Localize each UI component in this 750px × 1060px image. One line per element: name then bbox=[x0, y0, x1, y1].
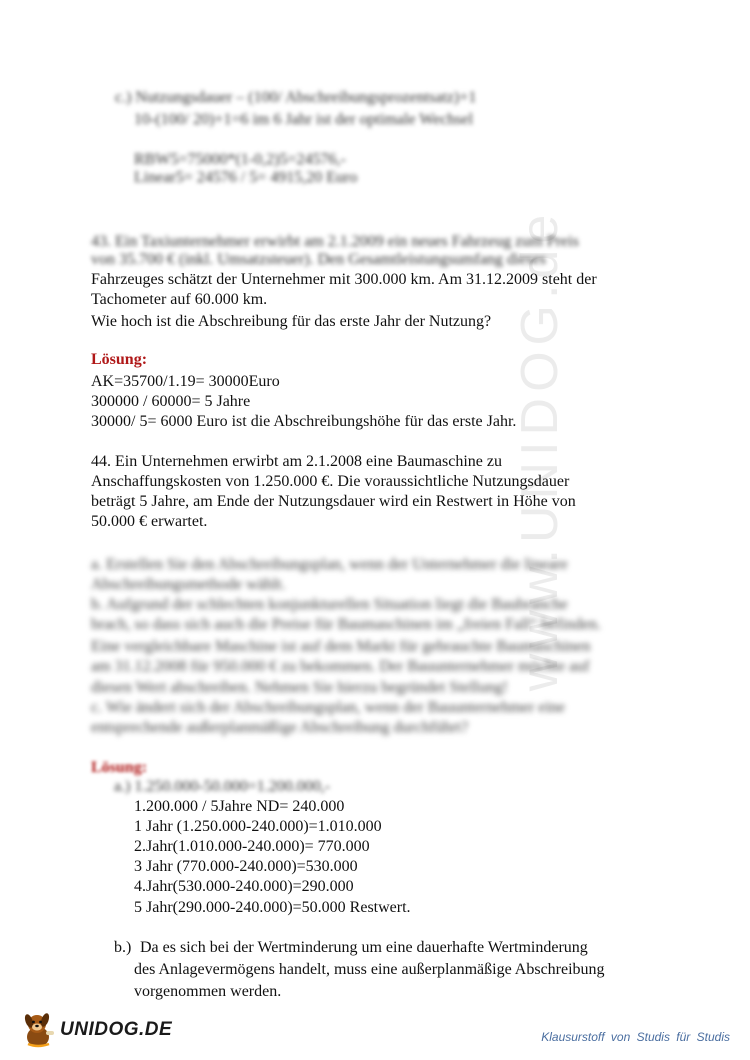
solution-heading: Lösung: bbox=[91, 351, 148, 368]
blurred-text-line: von 35.700 € (inkl. Umsatzsteuer). Den Gesamtleistungsumfang dieses bbox=[91, 251, 547, 268]
task-43-text: Fahrzeuges schätzt der Unternehmer mit 300.000 km. Am 31.12.2009 steht der bbox=[91, 271, 597, 288]
watermark: www.UNIDOG.de bbox=[511, 208, 569, 692]
footer-slogan: Klausurstoff von Studis für Studis bbox=[541, 1030, 730, 1044]
solution-line: 5 Jahr(290.000-240.000)=50.000 Restwert. bbox=[134, 899, 411, 916]
task-43-question: Wie hoch ist die Abschreibung für das erste Jahr der Nutzung? bbox=[91, 313, 492, 330]
solution-line: vorgenommen werden. bbox=[134, 983, 282, 1000]
solution-line: des Anlagevermögens handelt, muss eine außerplanmäßige Abschreibung bbox=[134, 961, 605, 978]
task-43-text: Tachometer auf 60.000 km. bbox=[91, 291, 268, 308]
blurred-text-line: Eine vergleichbare Maschine ist auf dem Markt für gebrauchte Baumaschinen bbox=[91, 638, 591, 655]
blurred-text-line: entsprechende außerplanmäßige Abschreibung durchführt? bbox=[91, 719, 469, 736]
solution-line: 4.Jahr(530.000-240.000)=290.000 bbox=[134, 878, 354, 895]
unidog-logo bbox=[22, 1010, 172, 1050]
solution-line: 2.Jahr(1.010.000-240.000)= 770.000 bbox=[134, 838, 370, 855]
blurred-text-line: Abschreibungsmethode wählt. bbox=[91, 576, 286, 593]
blurred-text-line: 43. Ein Taxiunternehmer erwirbt am 2.1.2009 ein neues Fahrzeug zum Preis bbox=[91, 233, 579, 250]
blurred-text-line: diesen Wert abschreiben. Nehmen Sie hierzu begründet Stellung! bbox=[91, 679, 508, 696]
logo-text: UNIDOG.DE bbox=[60, 1019, 173, 1040]
solution-line: 3 Jahr (770.000-240.000)=530.000 bbox=[134, 858, 358, 875]
blurred-text-line: a.) 1.250.000-50.000=1.200.000,- bbox=[114, 778, 331, 795]
blurred-text-line: 10-(100/ 20)+1=6 im 6 Jahr ist der optimale Wechsel bbox=[134, 111, 474, 128]
solution-line: 300000 / 60000= 5 Jahre bbox=[91, 393, 251, 410]
solution-b-label: b.) bbox=[114, 939, 132, 956]
blurred-text-line: c. Wie ändert sich der Abschreibungsplan, wenn der Bauunternehmer eine bbox=[91, 699, 566, 716]
task-44-text: 50.000 € erwartet. bbox=[91, 513, 208, 530]
blurred-text-line: Linear5= 24576 / 5= 4915,20 Euro bbox=[134, 169, 358, 186]
solution-line: 1 Jahr (1.250.000-240.000)=1.010.000 bbox=[134, 818, 382, 835]
blurred-text-line: brach, so dass sich auch die Preise für Baumaschinen im „freien Fall“ befinden. bbox=[91, 616, 602, 633]
solution-line: 1.200.000 / 5Jahre ND= 240.000 bbox=[134, 798, 345, 815]
blurred-text-line: RBW5=75000*(1-0,2)5=24576,- bbox=[134, 151, 346, 168]
dog-icon bbox=[22, 1011, 56, 1049]
solution-heading: Lösung: bbox=[91, 759, 148, 776]
task-44-text: 44. Ein Unternehmen erwirbt am 2.1.2008 eine Baumaschine zu bbox=[91, 453, 502, 470]
blurred-text-line: b. Aufgrund der schlechten konjunkturellen Situation liegt die Baubranche bbox=[91, 596, 568, 613]
blurred-text-line: a. Erstellen Sie den Abschreibungsplan, wenn der Unternehmer die lineare bbox=[91, 556, 568, 573]
solution-line: 30000/ 5= 6000 Euro ist die Abschreibungshöhe für das erste Jahr. bbox=[91, 413, 517, 430]
task-44-text: beträgt 5 Jahre, am Ende der Nutzungsdauer wird ein Restwert in Höhe von bbox=[91, 493, 576, 510]
solution-line: AK=35700/1.19= 30000Euro bbox=[91, 373, 280, 390]
task-44-text: Anschaffungskosten von 1.250.000 €. Die voraussichtliche Nutzungsdauer bbox=[91, 473, 570, 490]
blurred-text-line: c.) Nutzungsdauer – (100/ Abschreibungsprozentsatz)+1 bbox=[115, 89, 477, 106]
solution-line: Da es sich bei der Wertminderung um eine dauerhafte Wertminderung bbox=[140, 939, 588, 956]
blurred-text-line: am 31.12.2008 für 950.000 € zu bekommen. Der Bauunternehmer möchte auf bbox=[91, 658, 590, 675]
